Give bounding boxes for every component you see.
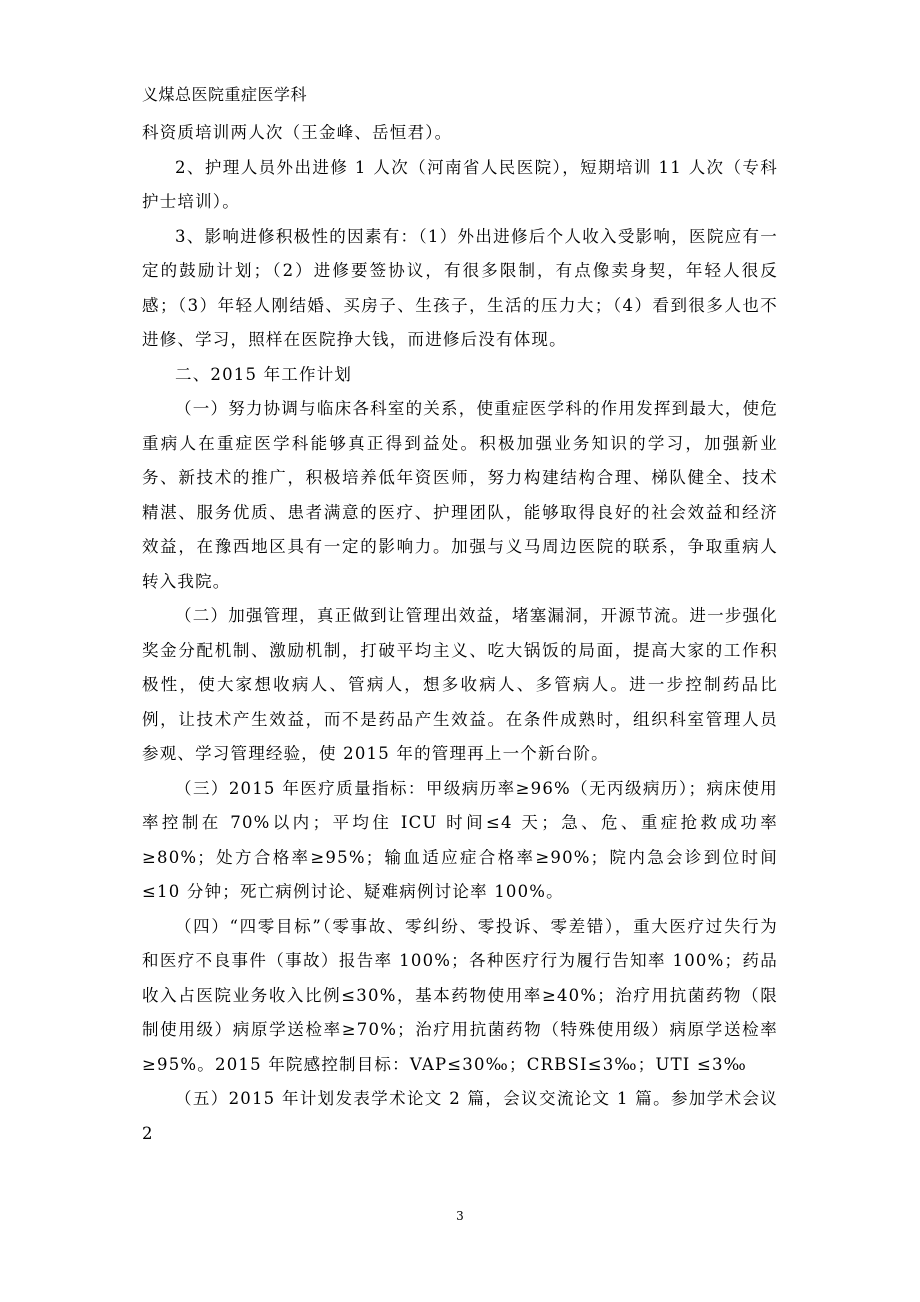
section-heading-work-plan: 二、2015 年工作计划 xyxy=(175,364,353,384)
document-body xyxy=(142,116,778,1151)
paragraph-plan-item-4: （四）“四零目标”（零事故、零纠纷、零投诉、零差错），重大医疗过失行为和医疗不良事件（事故）报告率 100%；各种医疗行为履行告知率 100%；药品收入占医院业务收入比例≤30%，基本药物使用率≥40%；治疗用抗菌药物（限制使用级）病原学送检率≥70%；治疗用抗菌药物（特殊使用级）病原学送检率≥95%。2015 年院感控制目标：VAP≤30‰；CRBSI≤3‰；UTI ≤3‰ xyxy=(142,916,778,1074)
paragraph-plan-item-2: （二）加强管理，真正做到让管理出效益，堵塞漏洞，开源节流。进一步强化奖金分配机制、激励机制，打破平均主义、吃大锅饭的局面，提高大家的工作积极性，使大家想收病人、管病人，想多收病人、多管病人。进一步控制药品比例，让技术产生效益，而不是药品产生效益。在条件成熟时，组织科室管理人员参观、学习管理经验，使 2015 年的管理再上一个新台阶。 xyxy=(142,606,778,763)
paragraph-plan-item-3: （三）2015 年医疗质量指标：甲级病历率≥96%（无丙级病历）；病床使用率控制在 70%以内；平均住 ICU 时间≤4 天；急、危、重症抢救成功率≥80%；处方合格率≥95%；输血适应症合格率≥90%；院内急会诊到位时间≤10 分钟；死亡病例讨论、疑难病例讨论率 100%。 xyxy=(142,778,778,901)
paragraph-plan-item-1: （一）努力协调与临床各科室的关系，使重症医学科的作用发挥到最大，使危重病人在重症医学科能够真正得到益处。积极加强业务知识的学习，加强新业务、新技术的推广，积极培养低年资医师，努力构建结构合理、梯队健全、技术精湛、服务优质、患者满意的医疗、护理团队，能够取得良好的社会效益和经济效益，在豫西地区具有一定的影响力。加强与义马周边医院的联系，争取重病人转入我院。 xyxy=(142,399,778,591)
page-header: 义煤总医院重症医学科 xyxy=(142,85,308,104)
paragraph-plan-item-5: （五）2015 年计划发表学术论文 2 篇，会议交流论文 1 篇。参加学术会议 2 xyxy=(142,1089,778,1143)
page-number: 3 xyxy=(456,1209,464,1223)
paragraph-nursing-training: 2、护理人员外出进修 1 人次（河南省人民医院），短期培训 11 人次（专科护士培训）。 xyxy=(142,157,778,211)
header-divider xyxy=(140,110,780,111)
paragraph-training-factors: 3、影响进修积极性的因素有：（1）外出进修后个人收入受影响，医院应有一定的鼓励计划；（2）进修要签协议，有很多限制，有点像卖身契，年轻人很反感；（3）年轻人刚结婚、买房子、生孩子，生活的压力大；（4）看到很多人也不进修、学习，照样在医院挣大钱，而进修后没有体现。 xyxy=(142,226,778,349)
paragraph-training-continued: 科资质培训两人次（王金峰、岳恒君）。 xyxy=(142,123,453,142)
